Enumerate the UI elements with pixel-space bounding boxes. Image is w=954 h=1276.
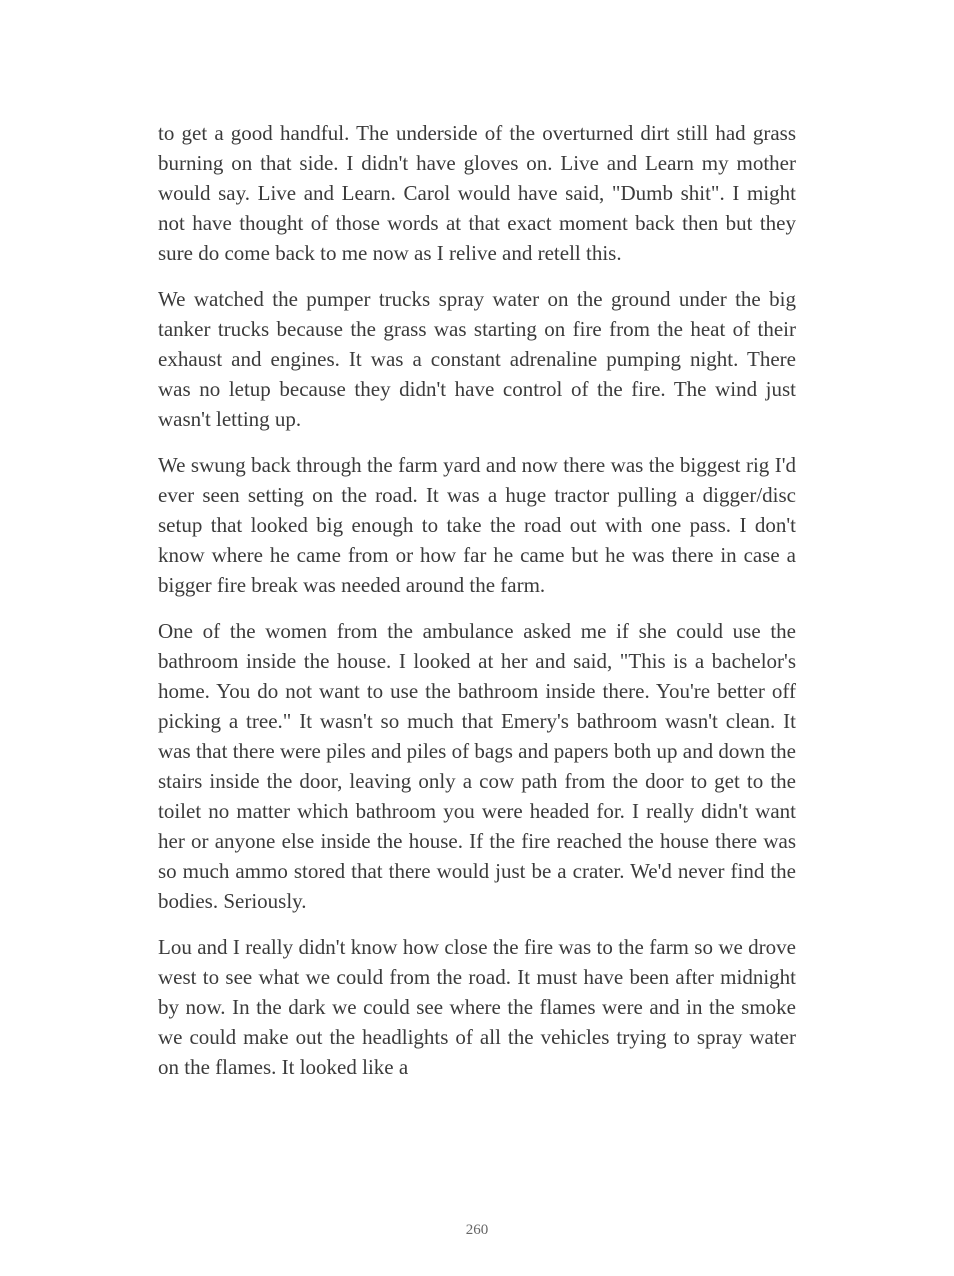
paragraph-4: One of the women from the ambulance asked me if she could use the bathroom inside the house. I looked at her and said, "This is a bachelor's home. You do not want to use the bathroom inside there. You're better off picking a tree." It wasn't so much that Emery's bathroom wasn't clean. It was that there were piles and piles of bags and papers both up and down the stairs inside the door, leaving only a cow path from the door to get to the toilet no matter which bathroom you were headed for. I really didn't want her or anyone else inside the house. If the fire reached the house there was so much ammo stored that there would just be a crater. We'd never find the bodies. Seriously.: [158, 619, 796, 913]
paragraph-2: We watched the pumper trucks spray water on the ground under the big tanker trucks because the grass was starting on fire from the heat of their exhaust and engines. It was a constant adrenaline pumping night. There was no letup because they didn't have control of the fire. The wind just wasn't letting up.: [158, 287, 796, 431]
paragraph-5: Lou and I really didn't know how close the fire was to the farm so we drove west to see what we could from the road. It must have been after midnight by now. In the dark we could see where the flames were and in the smoke we could make out the headlights of all the vehicles trying to spray water on the flames. It looked like a: [158, 935, 796, 1079]
paragraph-1: to get a good handful. The underside of the overturned dirt still had grass burning on that side. I didn't have gloves on. Live and Learn my mother would say. Live and Learn. Carol would have said, "Dumb shit". I might not have thought of those words at that exact moment back then but they sure do come back to me now as I relive and retell this.: [158, 121, 796, 265]
body-text: [158, 118, 796, 1098]
paragraph-3: We swung back through the farm yard and now there was the biggest rig I'd ever seen setting on the road. It was a huge tractor pulling a digger/disc setup that looked big enough to take the road out with one pass. I don't know where he came from or how far he came but he was there in case a bigger fire break was needed around the farm.: [158, 453, 796, 597]
page-number: 260: [465, 1222, 489, 1238]
